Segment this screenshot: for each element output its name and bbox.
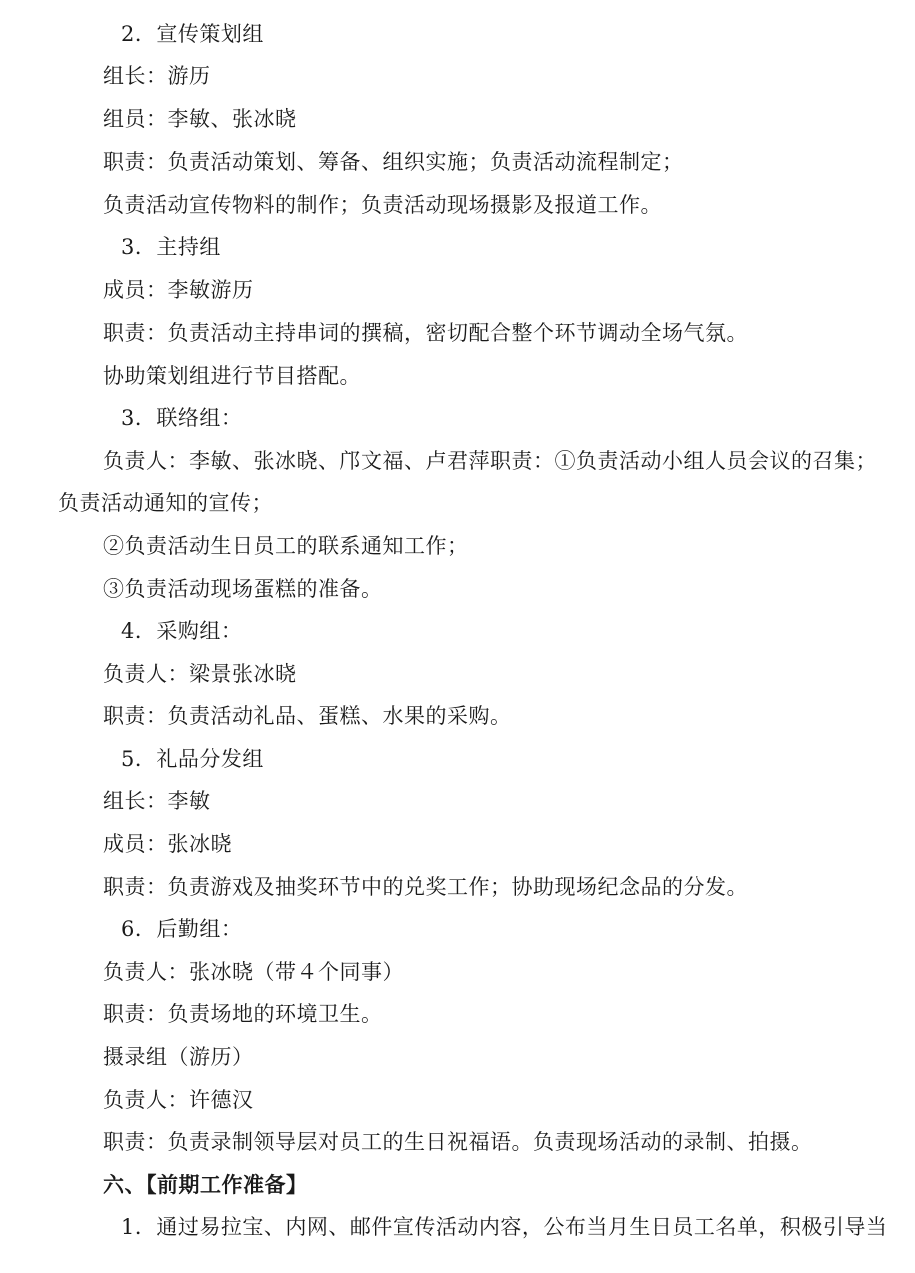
paragraph-line: 负责人：梁景张冰晓 — [103, 662, 297, 686]
paragraph-line: 负责活动宣传物料的制作；负责活动现场摄影及报道工作。 — [103, 193, 662, 217]
section-heading-publicity-group: 2．宣传策划组 — [121, 22, 264, 46]
section-heading-host-group: 3．主持组 — [121, 235, 221, 259]
section-heading-preparation: 六、【前期工作准备】 — [103, 1172, 308, 1197]
paragraph-line: 职责：负责活动策划、筹备、组织实施；负责活动流程制定； — [103, 150, 684, 174]
paragraph-line: 1．通过易拉宝、内网、邮件宣传活动内容，公布当月生日员工名单，积极引导当 — [121, 1215, 888, 1239]
paragraph-line: 负责人：李敏、张冰晓、邝文福、卢君萍职责：①负责活动小组人员会议的召集； — [103, 449, 877, 473]
section-heading-liaison-group: 3．联络组： — [121, 406, 243, 430]
paragraph-line: 职责：负责活动礼品、蛋糕、水果的采购。 — [103, 704, 512, 728]
paragraph-line: 负责人：许德汉 — [103, 1088, 254, 1112]
paragraph-line: 组员：李敏、张冰晓 — [103, 107, 297, 131]
paragraph-line: 组长：游历 — [103, 64, 211, 88]
section-heading-logistics-group: 6．后勤组： — [121, 917, 243, 941]
paragraph-line: 职责：负责场地的环境卫生。 — [103, 1002, 383, 1026]
paragraph-line: 负责活动通知的宣传； — [58, 491, 273, 515]
paragraph-line: 成员：张冰晓 — [103, 832, 232, 856]
paragraph-line: ③负责活动现场蛋糕的准备。 — [103, 577, 383, 601]
section-heading-purchasing-group: 4．采购组： — [121, 619, 243, 643]
paragraph-line: ②负责活动生日员工的联系通知工作； — [103, 534, 469, 558]
paragraph-line: 摄录组（游历） — [103, 1045, 254, 1069]
paragraph-line: 组长：李敏 — [103, 789, 211, 813]
paragraph-line: 负责人：张冰晓（带４个同事） — [103, 960, 404, 984]
paragraph-line: 职责：负责录制领导层对员工的生日祝福语。负责现场活动的录制、拍摄。 — [103, 1130, 813, 1154]
paragraph-line: 职责：负责活动主持串词的撰稿，密切配合整个环节调动全场气氛。 — [103, 321, 748, 345]
paragraph-line: 成员：李敏游历 — [103, 278, 254, 302]
paragraph-line: 职责：负责游戏及抽奖环节中的兑奖工作；协助现场纪念品的分发。 — [103, 875, 748, 899]
paragraph-line: 协助策划组进行节目搭配。 — [103, 364, 361, 388]
section-heading-gift-group: 5．礼品分发组 — [121, 747, 264, 771]
